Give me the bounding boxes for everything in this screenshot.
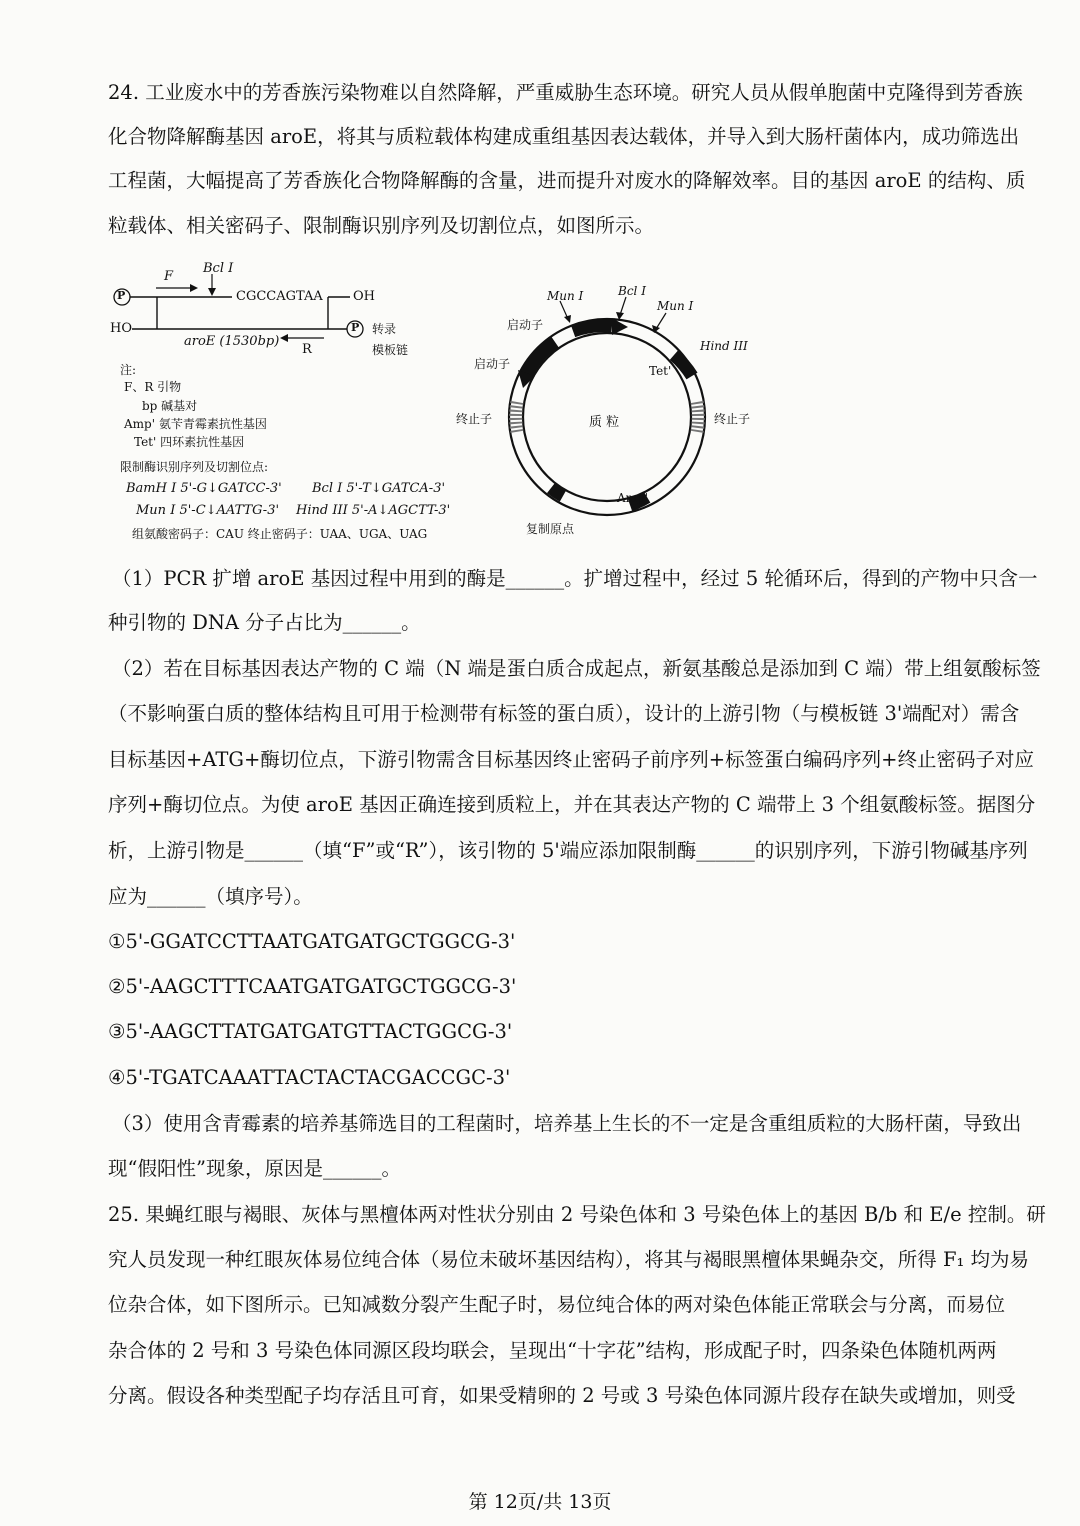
option-3: ③5'-AAGCTTATGATGATGTTACTGGCG-3'	[108, 1020, 513, 1043]
q25-line-1: 25. 果蝇红眼与褐眼、灰体与黑檀体两对性状分别由 2 号染色体和 3 号染色体上的基因 B/b 和 E/e 控制。研	[108, 1203, 1046, 1226]
q24-sub3-line-1: （3）使用含青霉素的培养基筛选目的工程菌时，培养基上生长的不一定是含重组质粒的大肠杆菌，导致出	[112, 1112, 1022, 1135]
plasmid-tet: Tet'	[649, 364, 672, 378]
notes-line-5: 限制酶识别序列及切割位点:	[120, 460, 269, 474]
bcl1-site: Bcl I 5'-T↓GATCA-3'	[312, 481, 446, 496]
q25-line-2: 究人员发现一种红眼灰体易位纯合体（易位未破坏基因结构），将其与褐眼黑檀体果蝇杂交，所得 F₁ 均为易	[108, 1248, 1029, 1271]
q24-sub2-line-3: 目标基因+ATG+酶切位点，下游引物需含目标基因终止密码子前序列+标签蛋白编码序列+终止密码子对应	[108, 748, 1034, 771]
notes-line-4: Tet' 四环素抗性基因	[134, 435, 245, 449]
p-mark-top: P	[117, 289, 126, 302]
plasmid-promoter-2: 启动子	[474, 357, 511, 371]
plasmid-mun-left: Mun I	[547, 289, 584, 303]
q24-sub1-line-2: 种引物的 DNA 分子占比为______。	[108, 611, 421, 634]
oh-end-label: OH	[353, 289, 375, 304]
mun1-site: Mun I 5'-C↓AATTG-3'	[136, 503, 280, 518]
primer-f-label: F	[164, 269, 174, 284]
notes-line-3: Amp' 氨苄青霉素抗性基因	[124, 417, 267, 431]
plasmid-promoter-1: 启动子	[507, 318, 544, 332]
page-footer: 第 12页/共 13页	[468, 1491, 612, 1513]
option-1: ①5'-GGATCCTTAATGATGATGCTGGCG-3'	[108, 930, 516, 953]
q24-intro-line-4: 粒载体、相关密码子、限制酶识别序列及切割位点，如图所示。	[108, 214, 655, 237]
tet-block	[674, 355, 692, 376]
q24-sub3-line-2: 现“假阳性”现象，原因是______。	[108, 1157, 401, 1180]
option-2: ②5'-AAGCTTTCAATGATGATGCTGGCG-3'	[108, 975, 517, 998]
plasmid-terminator-left: 终止子	[456, 412, 493, 426]
notes-line-1: F、R 引物	[124, 380, 182, 394]
p-mark-bottom: P	[351, 321, 360, 334]
template-label-1: 转录	[372, 322, 397, 336]
plasmid-bcl-top: Bcl I	[618, 284, 646, 298]
promoter-block-2	[526, 342, 555, 375]
plasmid-mun-right: Mun I	[657, 299, 694, 313]
q24-intro-line-3: 工程菌，大幅提高了芳香族化合物降解酶的含量，进而提升对废水的降解效率。目的基因 aroE 的结构、质	[108, 169, 1026, 192]
bcl-site-label: Bcl I	[203, 261, 234, 276]
q24-sub1-line-1: （1）PCR 扩增 aroE 基因过程中用到的酶是______。扩增过程中，经过 5 轮循环后，得到的产物中只含一	[112, 567, 1038, 590]
q24-sub2-line-1: （2）若在目标基因表达产物的 C 端（N 端是蛋白质合成起点，新氨基酸总是添加到 C 端）带上组氨酸标签	[112, 657, 1041, 680]
q24-intro-line-2: 化合物降解酶基因 aroE，将其与质粒载体构建成重组基因表达载体，并导入到大肠杆菌体内，成功筛选出	[108, 125, 1020, 148]
notes-title: 注:	[120, 363, 137, 377]
gene-length-label: aroE (1530bp)	[184, 334, 280, 349]
q25-line-5: 分离。假设各种类型配子均存活且可育，如果受精卵的 2 号或 3 号染色体同源片段存在缺失或增加，则受	[108, 1384, 1016, 1407]
plasmid-hind: Hind III	[700, 339, 748, 353]
q24-sub2-line-4: 序列+酶切位点。为使 aroE 基因正确连接到质粒上，并在其表达产物的 C 端带上 3 个组氨酸标签。据图分	[108, 793, 1036, 816]
plasmid-amp: Amp'	[617, 491, 649, 505]
bamh1-site: BamH I 5'-G↓GATCC-3'	[126, 481, 282, 496]
gene-seq-tail: CGCCAGTAA	[236, 289, 323, 304]
codon-info: 组氨酸密码子：CAU 终止密码子：UAA、UGA、UAG	[132, 527, 428, 541]
plasmid-terminator-right: 终止子	[714, 412, 751, 426]
q24-sub2-line-6: 应为______（填序号）。	[108, 885, 313, 908]
terminator-right-block	[697, 402, 698, 432]
ori-block	[551, 488, 563, 496]
template-label-2: 模板链	[372, 343, 409, 357]
plasmid-center-label: 质 粒	[589, 415, 620, 430]
q24-sub2-line-2: （不影响蛋白质的整体结构且可用于检测带有标签的蛋白质），设计的上游引物（与模板链 3'端配对）需含	[108, 702, 1020, 725]
q25-line-4: 杂合体的 2 号和 3 号染色体同源区段均联会，呈现出“十字花”结构，形成配子时，四条染色体随机两两	[108, 1339, 997, 1362]
primer-r-label: R	[302, 342, 312, 357]
ho-end-label: HO	[110, 321, 132, 336]
hind3-site: Hind III 5'-A↓AGCTT-3'	[296, 503, 451, 518]
option-4: ④5'-TGATCAAATTACTACTACGACCGC-3'	[108, 1066, 511, 1089]
q24-intro-line-1: 24. 工业废水中的芳香族污染物难以自然降解，严重威胁生态环境。研究人员从假单胞菌中克隆得到芳香族	[108, 81, 1023, 104]
promoter-block-1	[573, 326, 612, 331]
q25-line-3: 位杂合体，如下图所示。已知减数分裂产生配子时，易位纯合体的两对染色体能正常联会与分离，而易位	[108, 1293, 1006, 1316]
q24-sub2-line-5: 析，上游引物是______（填“F”或“R”），该引物的 5'端应添加限制酶______的识别序列，下游引物碱基序列	[108, 839, 1028, 862]
notes-line-2: bp 碱基对	[142, 399, 198, 413]
plasmid-ori: 复制原点	[526, 522, 575, 536]
terminator-left-block	[516, 402, 517, 432]
